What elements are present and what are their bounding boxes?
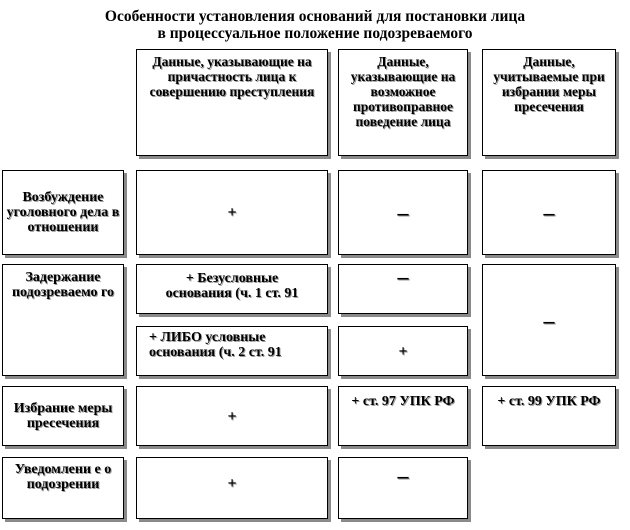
cell-measure-measure-value: + ст. 99 УПК РФ: [497, 394, 601, 409]
cell-measure-involvement-value: +: [227, 407, 237, 425]
cell-measure-measure: [482, 386, 616, 446]
cell-notification-involvement-value: +: [227, 475, 237, 492]
cell-detention-conditional-content: [149, 330, 319, 360]
cell-case-measure: [482, 170, 616, 255]
diagram-title-line-2: в процессуальное положение подозреваемого: [157, 25, 473, 42]
cell-detention-measure-value: –: [543, 307, 555, 333]
cell-case-behavior-value: –: [397, 200, 409, 225]
row-label-detention: [2, 264, 124, 376]
cell-detention-unconditional: [136, 264, 328, 314]
row-label-preventive-measure: [2, 386, 124, 446]
header-preventive-measure-data: [482, 49, 616, 156]
cell-detention-conditional-line2: основания (ч. 2 ст. 91: [149, 345, 282, 360]
row-label-notification-text: Уведомлени е о подозрении: [14, 462, 112, 492]
cell-detention-unconditional-content: [166, 271, 299, 301]
row-label-detention-text: Задержание подозреваемо го: [11, 270, 114, 300]
cell-measure-behavior-value: + ст. 97 УПК РФ: [351, 394, 455, 409]
header-involvement-data: [136, 49, 328, 156]
cell-detention-behavior-b: [338, 326, 468, 376]
cell-notification-behavior: [338, 457, 468, 519]
cell-detention-unconditional-line1: + Безусловные: [185, 271, 279, 286]
row-label-preventive-measure-text: Избрание меры пресечения: [13, 401, 113, 431]
cell-detention-behavior-a: [338, 264, 468, 314]
cell-case-involvement: [136, 170, 328, 255]
header-unlawful-behavior-data-text: Данные, указывающие на возможное противоправное поведение лица: [350, 54, 456, 129]
diagram-title-line-1: Особенности установления оснований для постановки лица: [104, 8, 526, 25]
cell-detention-unconditional-line2: основания (ч. 1 ст. 91: [165, 286, 299, 301]
cell-detention-measure: [482, 264, 616, 376]
header-preventive-measure-data-text: Данные, учитываемые при избрании меры пресечения: [493, 54, 605, 114]
row-label-criminal-case: [2, 170, 124, 255]
cell-case-measure-value: –: [543, 200, 555, 225]
cell-case-involvement-value: +: [227, 204, 237, 221]
cell-detention-behavior-a-value: –: [397, 264, 409, 289]
cell-notification-involvement: [136, 457, 328, 519]
cell-detention-behavior-b-value: +: [398, 342, 408, 360]
cell-measure-involvement: [136, 386, 328, 446]
row-label-notification: [2, 457, 124, 519]
header-involvement-data-text: Данные, указывающие на причастность лица к совершению преступления: [149, 54, 315, 99]
cell-notification-behavior-value: –: [397, 463, 409, 488]
cell-detention-conditional-line1: + ЛИБО условные: [149, 330, 266, 345]
row-label-criminal-case-text: Возбуждение уголовного дела в отношении: [6, 190, 120, 235]
cell-case-behavior: [338, 170, 468, 255]
cell-measure-behavior: [338, 386, 468, 446]
header-unlawful-behavior-data: [338, 49, 468, 156]
cell-detention-conditional: [136, 326, 328, 376]
